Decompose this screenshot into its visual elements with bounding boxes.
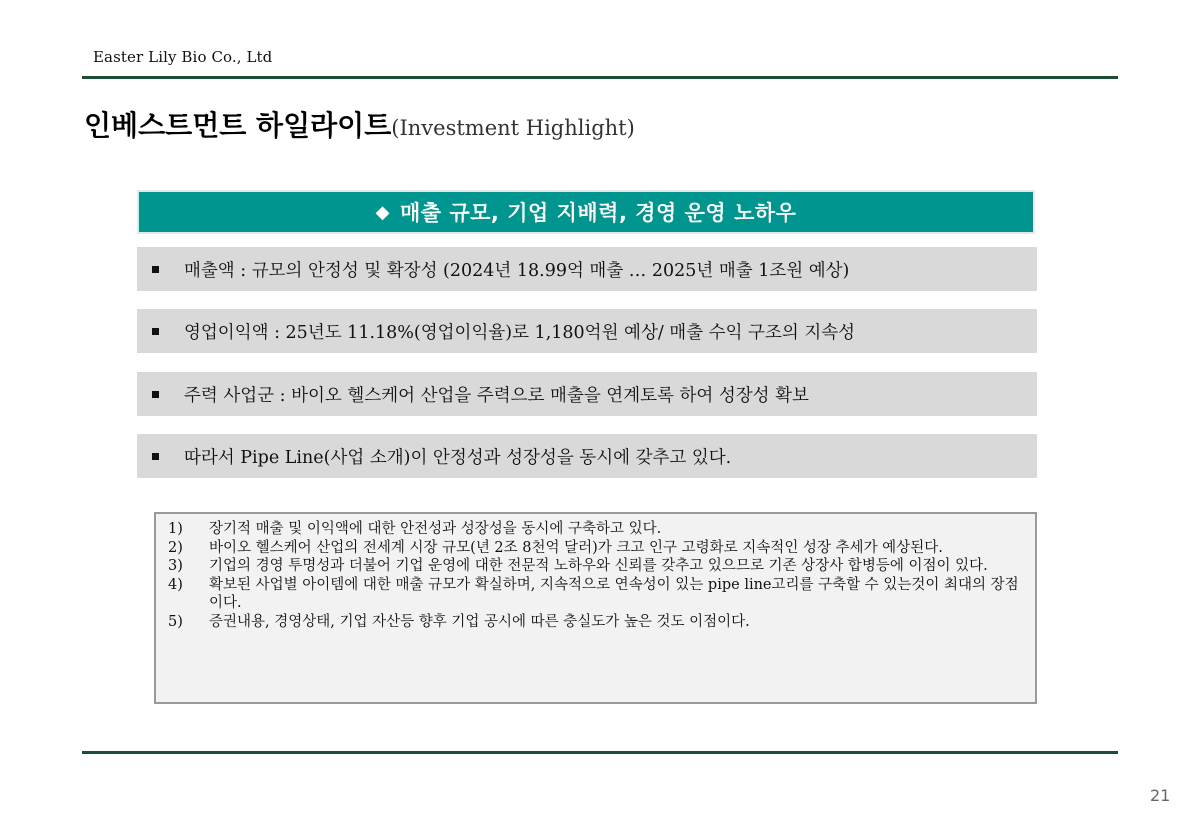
highlight-bar [137,434,1037,478]
highlight-text: 따라서 Pipe Line(사업 소개)이 안정성과 성장성을 동시에 갖추고 있다. [184,447,732,468]
highlight-text: 매출액 : 규모의 안정성 및 확장성 (2024년 18.99억 매출 … 2025년 매출 1조원 예상) [184,260,850,281]
note-item [168,557,1023,576]
square-bullet-icon [152,328,159,335]
highlight-text: 주력 사업군 : 바이오 헬스케어 산업을 주력으로 매출을 연계토록 하여 성장성 확보 [184,385,809,406]
note-item [168,520,1023,539]
note-text: 기업의 경영 투명성과 더불어 기업 운영에 대한 전문적 노하우와 신뢰를 갖추고 있으므로 기존 상장사 합병등에 이점이 있다. [209,558,988,574]
square-bullet-icon [152,391,159,398]
note-text: 바이오 헬스케어 산업의 전세계 시장 규모(년 2조 8천억 달러)가 크고 인구 고령화로 지속적인 성장 추세가 예상된다. [209,539,943,556]
note-text: 확보된 사업별 아이템에 대한 매출 규모가 확실하며, 지속적으로 연속성이 있는 pipe line고리를 구축할 수 있는것이 최대의 장점이다. [209,576,1019,611]
highlight-bar [137,247,1037,291]
note-text: 장기적 매출 및 이익액에 대한 안전성과 성장성을 동시에 구축하고 있다. [209,521,662,537]
section-banner [137,190,1035,234]
company-name: Easter Lily Bio Co., Ltd [93,48,273,66]
banner-text: 매출 규모, 기업 지배력, 경영 운영 노하우 [399,201,797,225]
square-bullet-icon [152,266,159,273]
note-number: 4) [168,576,183,593]
note-number: 3) [168,558,183,574]
page-title-korean: 인베스트먼트 하일라이트 [84,109,392,142]
note-number: 2) [168,539,183,556]
note-item [168,539,1023,558]
note-item [168,576,1023,613]
page-number: 21 [1150,786,1171,805]
top-divider [82,76,1118,79]
highlight-bar [137,309,1037,353]
page-title-english: (Investment Highlight) [391,116,635,140]
note-item [168,613,1023,632]
highlight-text: 영업이익액 : 25년도 11.18%(영업이익율)로 1,180억원 예상/ 매출 수익 구조의 지속성 [184,322,856,343]
note-number: 1) [168,521,183,537]
square-bullet-icon [152,453,159,460]
note-number: 5) [168,613,183,630]
bottom-divider [82,751,1118,754]
page-title [84,104,635,144]
note-text: 증권내용, 경영상태, 기업 자산등 향후 기업 공시에 따른 충실도가 높은 것도 이점이다. [209,613,750,630]
diamond-icon: ◆ [375,201,390,223]
notes-box [154,512,1037,704]
highlight-bar [137,372,1037,416]
